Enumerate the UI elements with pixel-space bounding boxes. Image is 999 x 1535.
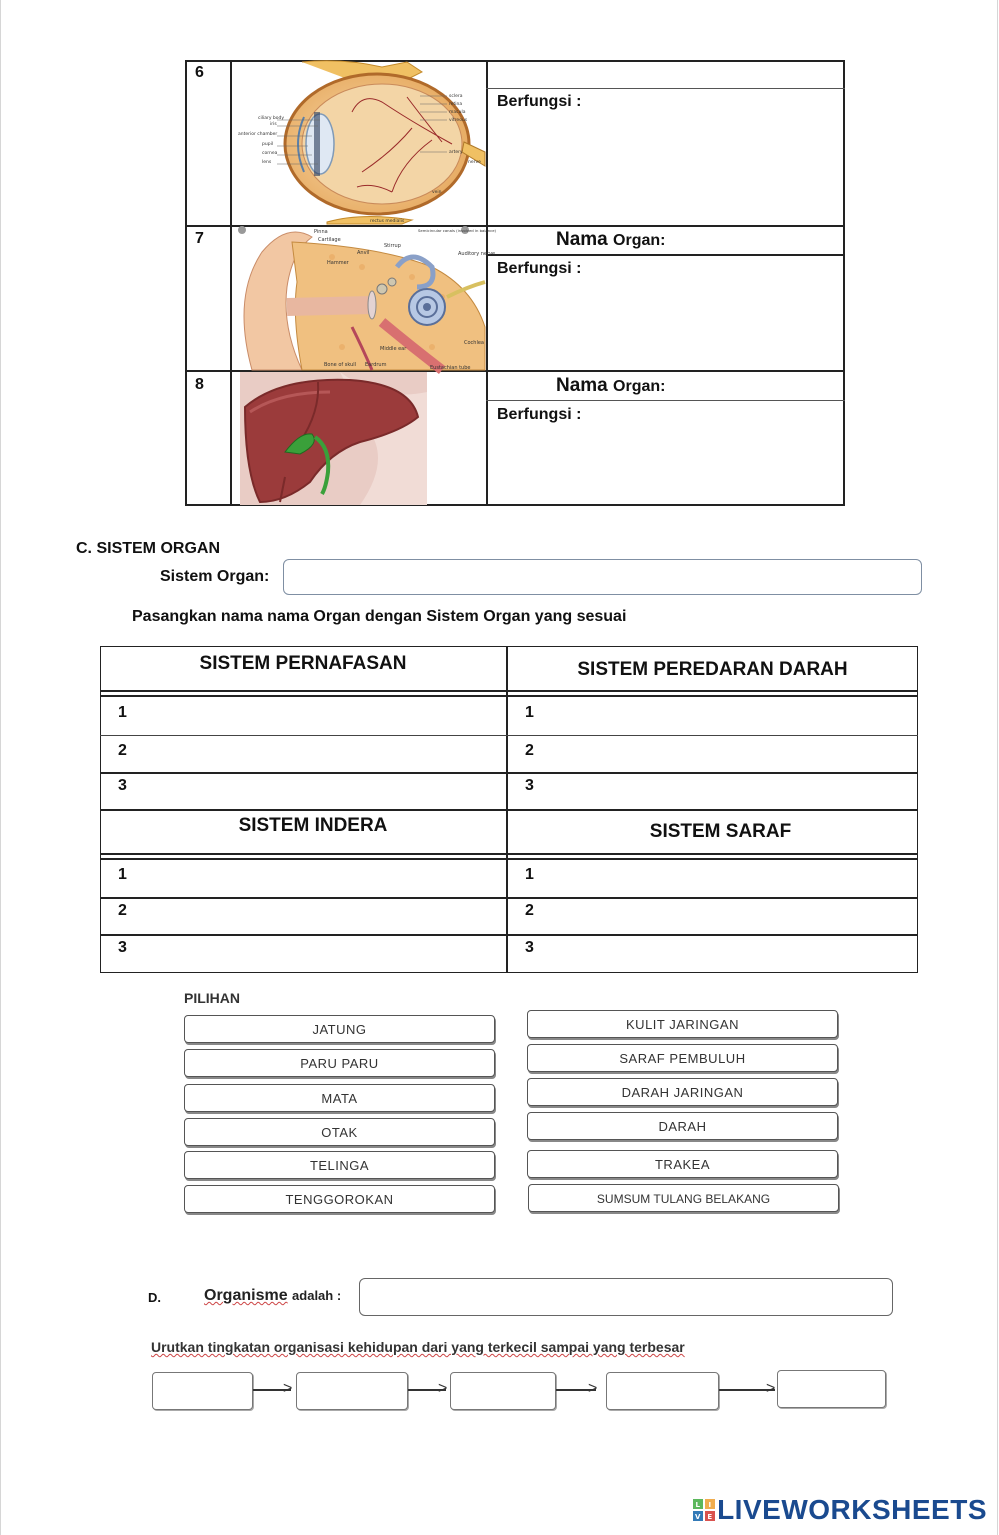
order-box-2[interactable] xyxy=(296,1372,408,1410)
logo-mark-icon xyxy=(693,1499,715,1521)
organisme-label xyxy=(204,1287,341,1305)
answer-cell[interactable] xyxy=(135,899,505,933)
choice-paru-paru[interactable]: PARU PARU xyxy=(184,1049,495,1077)
ear-label: Middle ear xyxy=(380,346,407,352)
ear-label: Cartilage xyxy=(318,237,341,243)
arrow-right-icon: > xyxy=(283,1380,293,1397)
svg-text:E: E xyxy=(707,1513,713,1521)
row-number: 1 xyxy=(525,866,534,883)
row-number: 6 xyxy=(195,64,204,81)
section-c-title: C. SISTEM ORGAN xyxy=(76,540,221,557)
liveworksheets-logo xyxy=(693,1494,987,1526)
nama-organ-label xyxy=(556,375,665,397)
eye-label: anterior chamber xyxy=(238,132,278,137)
row-number: 1 xyxy=(525,704,534,721)
row-divider xyxy=(100,690,918,692)
svg-text:I: I xyxy=(708,1501,712,1509)
choice-telinga[interactable]: TELINGA xyxy=(184,1151,495,1179)
order-box-3[interactable] xyxy=(450,1372,556,1410)
arrow-right-icon: > xyxy=(438,1380,448,1397)
header-peredaran-darah: SISTEM PEREDARAN DARAH xyxy=(577,659,848,680)
eye-label: retina xyxy=(449,102,463,107)
eye-label: cornea xyxy=(262,151,278,156)
answer-cell[interactable] xyxy=(135,937,505,971)
eye-label: iris xyxy=(270,122,277,127)
organisme-input[interactable] xyxy=(359,1278,893,1316)
eye-label: macula xyxy=(449,110,466,115)
liver-image xyxy=(240,372,427,505)
order-box-5[interactable] xyxy=(777,1370,886,1408)
eye-label: ciliary body xyxy=(258,116,285,121)
organ-text: Organ: xyxy=(613,232,666,249)
choice-darah[interactable]: DARAH xyxy=(527,1112,838,1140)
choice-saraf-pembuluh[interactable]: SARAF PEMBULUH xyxy=(527,1044,838,1072)
header-indera: SISTEM INDERA xyxy=(238,815,388,836)
ear-label: Hammer xyxy=(327,260,349,266)
answer-cell[interactable] xyxy=(545,775,915,808)
arrow-right-icon: > xyxy=(766,1380,776,1397)
eye-label: sclera xyxy=(449,94,463,99)
order-instruction-text: Urutkan tingkatan organisasi kehidupan dari yang terkecil sampai yang terbesar xyxy=(151,1339,685,1355)
table-divider xyxy=(486,60,488,506)
row-number: 8 xyxy=(195,376,204,393)
ear-label: Anvil xyxy=(357,250,370,256)
organisme-word: Organisme xyxy=(204,1287,288,1304)
choice-tenggorokan[interactable]: TENGGOROKAN xyxy=(184,1185,495,1213)
ear-label: Cochlea xyxy=(464,340,484,346)
nama-organ-label xyxy=(556,229,665,251)
row-divider xyxy=(100,772,918,774)
berfungsi-label: Berfungsi : xyxy=(497,406,582,423)
nama-text: Nama xyxy=(556,375,608,396)
eye-label: vitreous xyxy=(449,118,468,123)
answer-cell[interactable] xyxy=(135,697,505,734)
eye-label: nerve xyxy=(468,160,481,165)
ear-label: Semicircular canals (involved in balance) xyxy=(418,228,497,233)
row-number: 7 xyxy=(195,230,204,247)
brand-name: LIVEWORKSHEETS xyxy=(717,1494,987,1525)
ear-label: Eustachian tube xyxy=(430,365,471,371)
page-right-edge xyxy=(997,0,998,1535)
cell-divider xyxy=(486,400,845,401)
sistem-organ-input[interactable] xyxy=(283,559,922,595)
answer-cell[interactable] xyxy=(135,737,505,771)
row-divider xyxy=(100,735,918,736)
cell-divider xyxy=(486,88,845,89)
berfungsi-label: Berfungsi : xyxy=(497,93,582,110)
ear-label: Pinna xyxy=(314,229,328,235)
row-number: 3 xyxy=(118,777,127,794)
eye-label: vein xyxy=(432,190,442,195)
row-number: 3 xyxy=(525,777,534,794)
ear-label: Stirrup xyxy=(384,243,401,249)
choice-mata[interactable]: MATA xyxy=(184,1084,495,1112)
row-divider xyxy=(100,934,918,936)
order-box-1[interactable] xyxy=(152,1372,253,1410)
nama-text: Nama xyxy=(556,229,608,250)
eye-label: pupil xyxy=(262,142,274,147)
eye-diagram xyxy=(232,62,485,224)
choice-trakea[interactable]: TRAKEA xyxy=(527,1150,838,1178)
pilihan-title: PILIHAN xyxy=(184,990,240,1006)
page-left-edge xyxy=(0,0,1,1535)
choice-darah-jaringan[interactable]: DARAH JARINGAN xyxy=(527,1078,838,1106)
row-number: 2 xyxy=(525,902,534,919)
eye-label: artery xyxy=(449,150,463,155)
ear-label: Eardrum xyxy=(365,362,387,368)
adalah-word: adalah : xyxy=(292,1288,342,1303)
choice-otak[interactable]: OTAK xyxy=(184,1118,495,1146)
choice-jantung[interactable]: JATUNG xyxy=(184,1015,495,1043)
row-number: 2 xyxy=(118,902,127,919)
ear-label: Bone of skull xyxy=(324,362,357,368)
answer-cell[interactable] xyxy=(545,697,915,734)
choice-kulit-jaringan[interactable]: KULIT JARINGAN xyxy=(527,1010,838,1038)
svg-text:V: V xyxy=(695,1513,702,1521)
choice-sumsum-tulang-belakang[interactable]: SUMSUM TULANG BELAKANG xyxy=(528,1184,839,1212)
row-number: 1 xyxy=(118,704,127,721)
answer-cell[interactable] xyxy=(135,775,505,808)
ear-label: Auditory nerve xyxy=(458,251,496,257)
row-number: 2 xyxy=(525,742,534,759)
row-divider xyxy=(100,858,918,860)
answer-cell[interactable] xyxy=(545,737,915,771)
arrow-right-icon: > xyxy=(588,1380,598,1397)
answer-cell[interactable] xyxy=(545,937,915,971)
svg-text:L: L xyxy=(695,1501,701,1509)
answer-cell[interactable] xyxy=(135,861,505,896)
row-divider xyxy=(100,809,918,811)
row-number: 1 xyxy=(118,866,127,883)
ear-diagram xyxy=(232,227,497,371)
row-number: 3 xyxy=(118,939,127,956)
answer-cell[interactable] xyxy=(545,861,915,896)
row-divider xyxy=(100,853,918,855)
berfungsi-label: Berfungsi : xyxy=(497,260,582,277)
section-d-letter: D. xyxy=(148,1290,161,1305)
cell-divider xyxy=(486,254,845,256)
eye-label: rectus medialis xyxy=(370,219,405,224)
eye-label: lens xyxy=(262,160,272,165)
header-pernafasan: SISTEM PERNAFASAN xyxy=(199,653,407,674)
header-saraf: SISTEM SARAF xyxy=(649,821,792,842)
answer-cell[interactable] xyxy=(545,899,915,933)
order-box-4[interactable] xyxy=(606,1372,719,1410)
matching-instruction: Pasangkan nama nama Organ dengan Sistem Organ yang sesuai xyxy=(132,608,627,625)
order-instruction xyxy=(151,1339,685,1355)
row-number: 3 xyxy=(525,939,534,956)
row-number: 2 xyxy=(118,742,127,759)
sistem-organ-label: Sistem Organ: xyxy=(160,568,270,585)
organ-text: Organ: xyxy=(613,378,666,395)
